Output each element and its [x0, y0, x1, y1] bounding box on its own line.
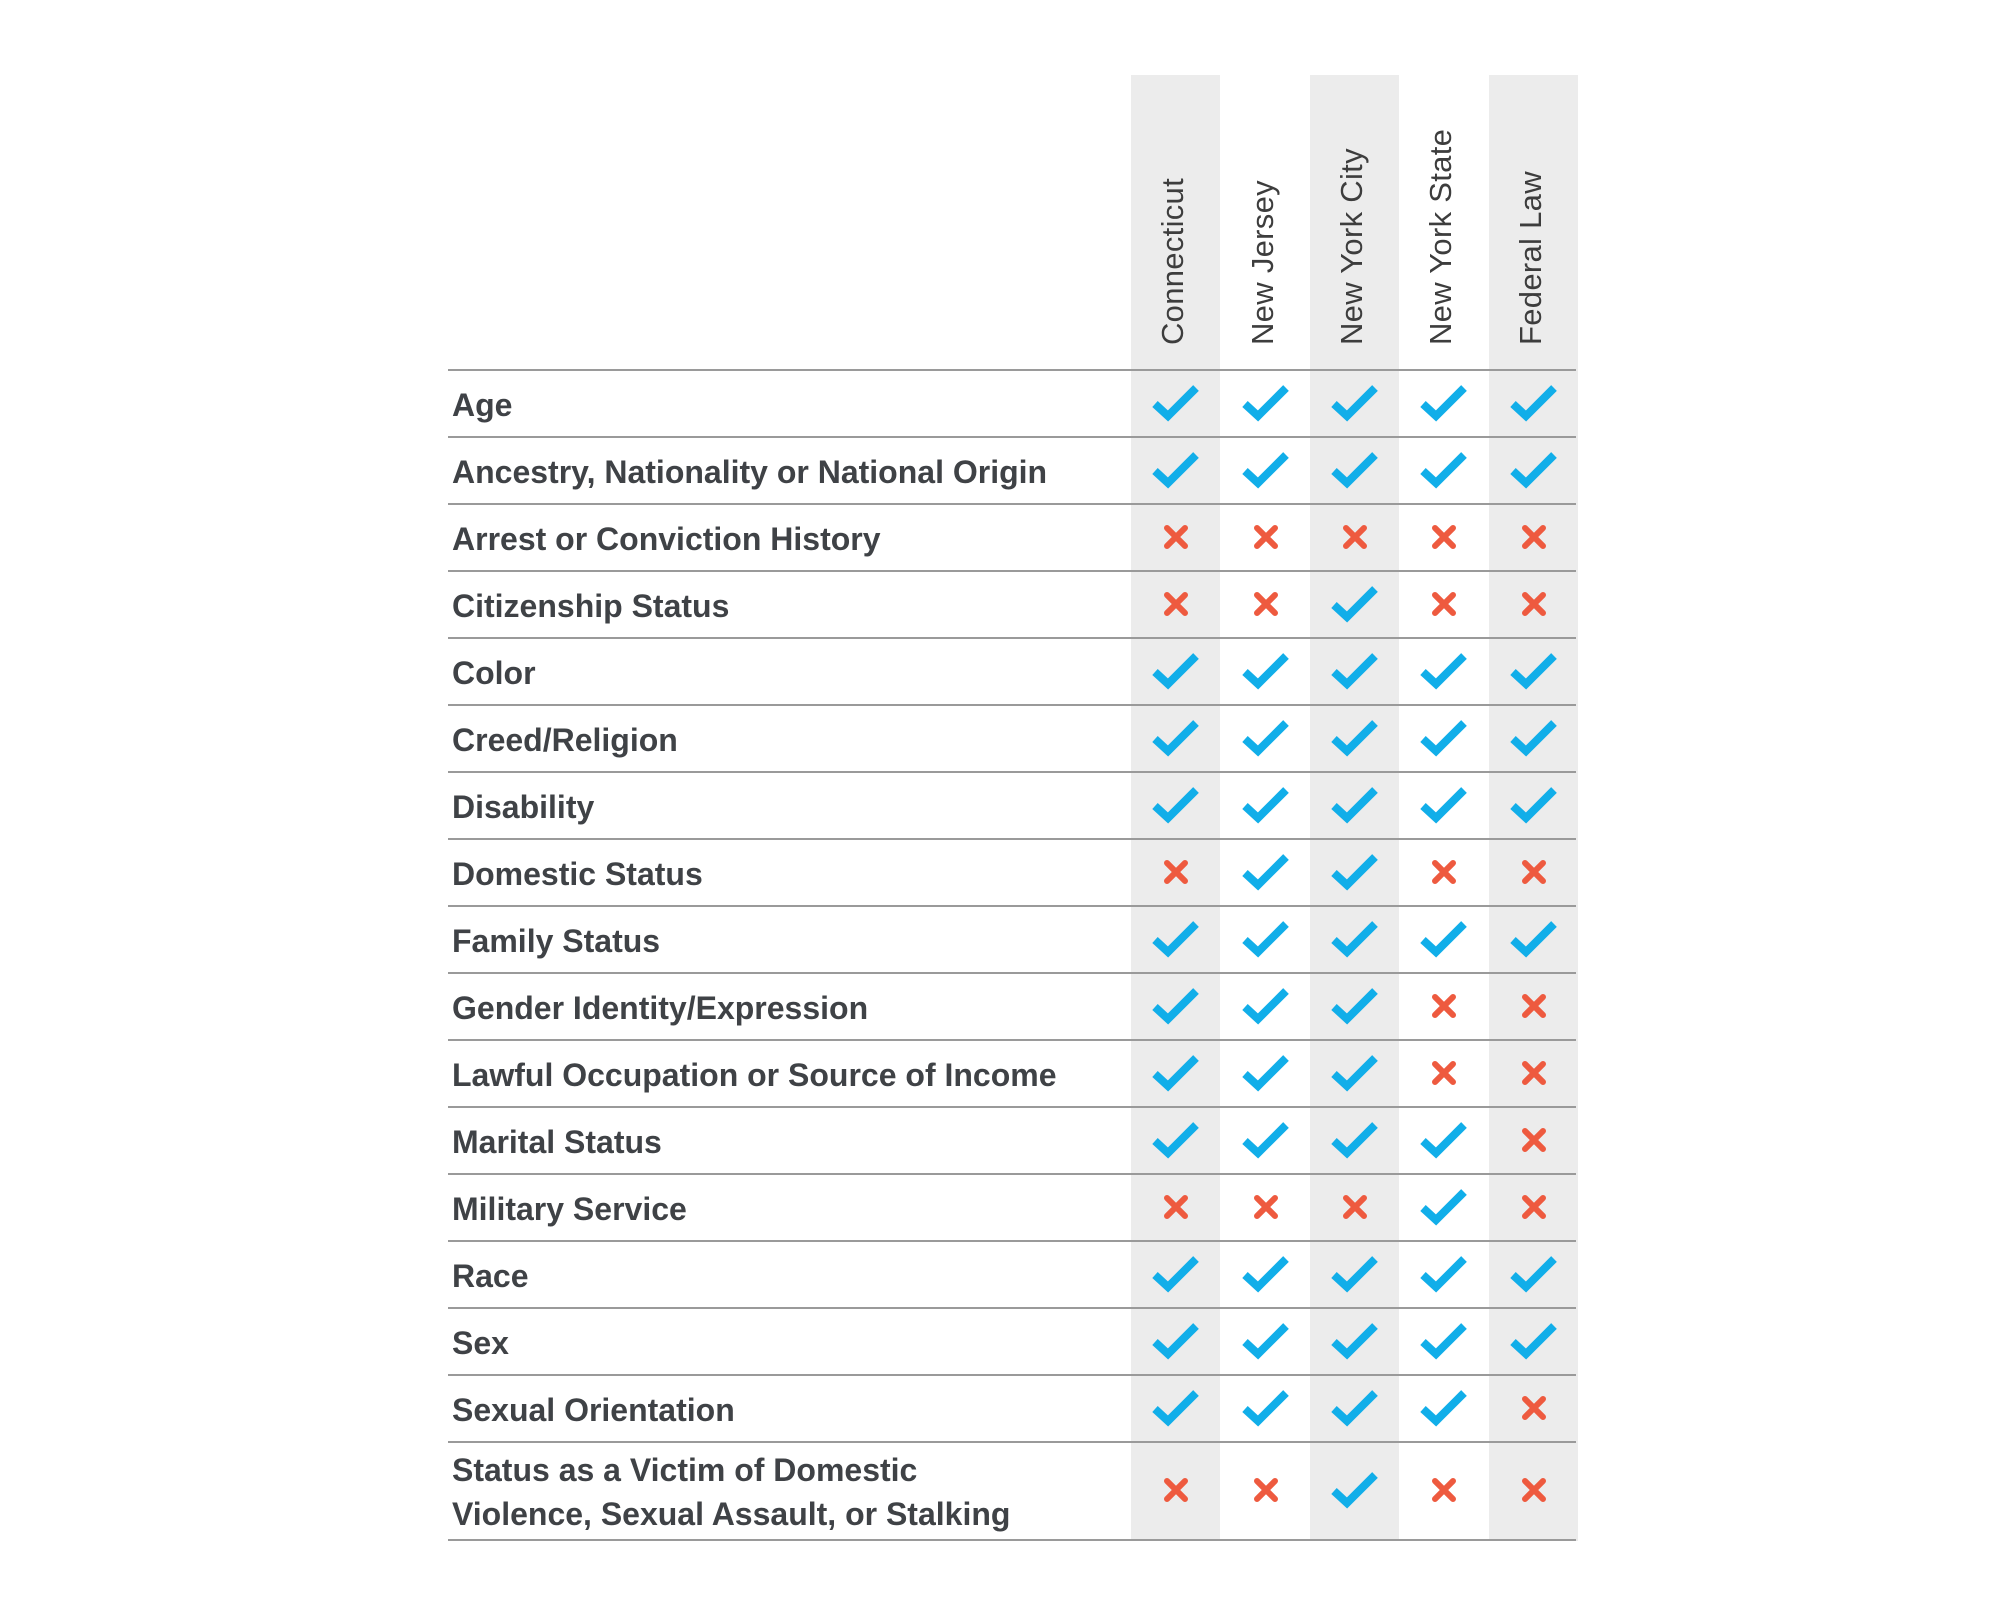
- checkmark-icon: [1330, 383, 1380, 423]
- row-label: Sexual Orientation: [452, 1391, 735, 1428]
- checkmark-icon: [1419, 651, 1469, 691]
- cell-mark: [1399, 905, 1488, 972]
- cell-mark: [1399, 1106, 1488, 1173]
- cell-mark: [1221, 503, 1310, 570]
- cell-mark: [1221, 1106, 1310, 1173]
- cell-mark: [1399, 771, 1488, 838]
- cell-mark: [1489, 1240, 1578, 1307]
- cell-mark: [1310, 503, 1399, 570]
- checkmark-icon: [1509, 1321, 1559, 1361]
- checkmark-icon: [1330, 450, 1380, 490]
- cell-mark: [1399, 838, 1488, 905]
- cell-mark: [1131, 771, 1220, 838]
- checkmark-icon: [1241, 383, 1291, 423]
- cell-mark: [1221, 1374, 1310, 1441]
- cross-icon: [1521, 1395, 1547, 1421]
- cell-mark: [1489, 503, 1578, 570]
- checkmark-icon: [1241, 1254, 1291, 1294]
- cell-mark: [1489, 1106, 1578, 1173]
- checkmark-icon: [1509, 785, 1559, 825]
- cross-icon: [1521, 1194, 1547, 1220]
- cell-mark: [1310, 369, 1399, 436]
- checkmark-icon: [1509, 919, 1559, 959]
- cell-mark: [1399, 704, 1488, 771]
- checkmark-icon: [1419, 785, 1469, 825]
- cell-mark: [1131, 637, 1220, 704]
- cell-mark: [1489, 972, 1578, 1039]
- checkmark-icon: [1330, 651, 1380, 691]
- cell-mark: [1310, 637, 1399, 704]
- cross-icon: [1342, 524, 1368, 550]
- row-label: Lawful Occupation or Source of Income: [452, 1056, 1057, 1093]
- cell-mark: [1131, 436, 1220, 503]
- cross-icon: [1431, 859, 1457, 885]
- cell-mark: [1221, 1240, 1310, 1307]
- checkmark-icon: [1330, 718, 1380, 758]
- cell-mark: [1399, 637, 1488, 704]
- row-label: Ancestry, Nationality or National Origin: [452, 453, 1048, 490]
- row-label: Sex: [452, 1324, 509, 1361]
- checkmark-icon: [1509, 383, 1559, 423]
- column-header: New York State: [1423, 128, 1458, 345]
- cell-mark: [1489, 436, 1578, 503]
- cell-mark: [1310, 1374, 1399, 1441]
- cell-mark: [1310, 704, 1399, 771]
- checkmark-icon: [1241, 651, 1291, 691]
- cell-mark: [1131, 1374, 1220, 1441]
- column-header: Connecticut: [1155, 177, 1190, 345]
- cell-mark: [1310, 1106, 1399, 1173]
- checkmark-icon: [1330, 1470, 1380, 1510]
- cell-mark: [1399, 1374, 1488, 1441]
- cross-icon: [1521, 993, 1547, 1019]
- checkmark-icon: [1151, 1388, 1201, 1428]
- cell-mark: [1399, 1307, 1488, 1374]
- cell-mark: [1131, 704, 1220, 771]
- checkmark-icon: [1151, 651, 1201, 691]
- cross-icon: [1163, 1477, 1189, 1503]
- checkmark-icon: [1330, 1388, 1380, 1428]
- row-label: Domestic Status: [452, 855, 703, 892]
- column-header: Federal Law: [1513, 171, 1548, 345]
- checkmark-icon: [1419, 383, 1469, 423]
- cross-icon: [1253, 1194, 1279, 1220]
- checkmark-icon: [1419, 1120, 1469, 1160]
- checkmark-icon: [1151, 1053, 1201, 1093]
- checkmark-icon: [1330, 785, 1380, 825]
- checkmark-icon: [1419, 450, 1469, 490]
- row-divider: [448, 1539, 1576, 1541]
- cell-mark: [1399, 369, 1488, 436]
- cross-icon: [1163, 859, 1189, 885]
- row-label: Military Service: [452, 1190, 687, 1227]
- checkmark-icon: [1151, 1321, 1201, 1361]
- cell-mark: [1399, 1039, 1488, 1106]
- cell-mark: [1221, 1307, 1310, 1374]
- row-label: Creed/Religion: [452, 721, 678, 758]
- cell-mark: [1221, 972, 1310, 1039]
- checkmark-icon: [1419, 1388, 1469, 1428]
- cell-mark: [1310, 570, 1399, 637]
- row-label: Marital Status: [452, 1123, 662, 1160]
- cross-icon: [1521, 1060, 1547, 1086]
- cell-mark: [1399, 570, 1488, 637]
- cell-mark: [1221, 570, 1310, 637]
- cross-icon: [1163, 591, 1189, 617]
- cell-mark: [1131, 1307, 1220, 1374]
- checkmark-icon: [1151, 1254, 1201, 1294]
- checkmark-icon: [1241, 718, 1291, 758]
- checkmark-icon: [1509, 718, 1559, 758]
- row-label: Citizenship Status: [452, 587, 730, 624]
- cell-mark: [1489, 1307, 1578, 1374]
- cell-mark: [1221, 905, 1310, 972]
- cell-mark: [1489, 704, 1578, 771]
- cell-mark: [1310, 771, 1399, 838]
- checkmark-icon: [1241, 919, 1291, 959]
- checkmark-icon: [1509, 1254, 1559, 1294]
- cell-mark: [1221, 1039, 1310, 1106]
- checkmark-icon: [1330, 1254, 1380, 1294]
- cross-icon: [1342, 1194, 1368, 1220]
- cell-mark: [1221, 637, 1310, 704]
- checkmark-icon: [1419, 919, 1469, 959]
- checkmark-icon: [1509, 450, 1559, 490]
- column-header: New York City: [1334, 148, 1369, 345]
- cell-mark: [1399, 1173, 1488, 1240]
- checkmark-icon: [1419, 1254, 1469, 1294]
- row-label: Gender Identity/Expression: [452, 989, 869, 1026]
- row-label: Arrest or Conviction History: [452, 520, 881, 557]
- cell-mark: [1131, 1441, 1220, 1539]
- checkmark-icon: [1241, 785, 1291, 825]
- cell-mark: [1221, 771, 1310, 838]
- cross-icon: [1521, 1477, 1547, 1503]
- cross-icon: [1253, 1477, 1279, 1503]
- cell-mark: [1310, 1307, 1399, 1374]
- cell-mark: [1489, 1374, 1578, 1441]
- cross-icon: [1431, 1477, 1457, 1503]
- cell-mark: [1131, 838, 1220, 905]
- cell-mark: [1221, 1441, 1310, 1539]
- cross-icon: [1253, 524, 1279, 550]
- cell-mark: [1399, 436, 1488, 503]
- cross-icon: [1431, 524, 1457, 550]
- cross-icon: [1521, 1127, 1547, 1153]
- cross-icon: [1431, 993, 1457, 1019]
- cell-mark: [1131, 1106, 1220, 1173]
- cross-icon: [1521, 591, 1547, 617]
- cell-mark: [1310, 436, 1399, 503]
- cell-mark: [1489, 570, 1578, 637]
- checkmark-icon: [1241, 1120, 1291, 1160]
- checkmark-icon: [1241, 1053, 1291, 1093]
- cell-mark: [1221, 1173, 1310, 1240]
- cell-mark: [1131, 972, 1220, 1039]
- row-label: Age: [452, 386, 513, 423]
- cell-mark: [1221, 436, 1310, 503]
- cell-mark: [1310, 972, 1399, 1039]
- row-label: Disability: [452, 788, 595, 825]
- cell-mark: [1399, 972, 1488, 1039]
- checkmark-icon: [1241, 1321, 1291, 1361]
- cell-mark: [1221, 369, 1310, 436]
- checkmark-icon: [1151, 785, 1201, 825]
- cross-icon: [1163, 1194, 1189, 1220]
- column-header: New Jersey: [1245, 180, 1280, 345]
- cross-icon: [1163, 524, 1189, 550]
- checkmark-icon: [1330, 1053, 1380, 1093]
- checkmark-icon: [1151, 450, 1201, 490]
- cell-mark: [1310, 1039, 1399, 1106]
- cell-mark: [1131, 1039, 1220, 1106]
- checkmark-icon: [1330, 986, 1380, 1026]
- cross-icon: [1521, 859, 1547, 885]
- checkmark-icon: [1509, 651, 1559, 691]
- cell-mark: [1131, 570, 1220, 637]
- cell-mark: [1489, 1441, 1578, 1539]
- row-label: Color: [452, 654, 536, 691]
- cell-mark: [1310, 905, 1399, 972]
- row-label: Status as a Victim of Domestic Violence, Sexual Assault, or Stalking: [452, 1452, 1011, 1532]
- checkmark-icon: [1330, 852, 1380, 892]
- cross-icon: [1431, 591, 1457, 617]
- checkmark-icon: [1241, 450, 1291, 490]
- cell-mark: [1489, 637, 1578, 704]
- checkmark-icon: [1241, 986, 1291, 1026]
- cell-mark: [1131, 905, 1220, 972]
- cross-icon: [1521, 524, 1547, 550]
- checkmark-icon: [1151, 919, 1201, 959]
- cell-mark: [1399, 1240, 1488, 1307]
- checkmark-icon: [1419, 1321, 1469, 1361]
- row-label: Race: [452, 1257, 529, 1294]
- cell-mark: [1489, 838, 1578, 905]
- checkmark-icon: [1151, 1120, 1201, 1160]
- cell-mark: [1310, 1173, 1399, 1240]
- cell-mark: [1221, 838, 1310, 905]
- cell-mark: [1310, 1441, 1399, 1539]
- cell-mark: [1489, 771, 1578, 838]
- cell-mark: [1489, 1039, 1578, 1106]
- cell-mark: [1131, 1173, 1220, 1240]
- cell-mark: [1489, 369, 1578, 436]
- checkmark-icon: [1151, 718, 1201, 758]
- cross-icon: [1431, 1060, 1457, 1086]
- cell-mark: [1131, 503, 1220, 570]
- checkmark-icon: [1330, 919, 1380, 959]
- cell-mark: [1310, 1240, 1399, 1307]
- checkmark-icon: [1330, 1120, 1380, 1160]
- cell-mark: [1489, 1173, 1578, 1240]
- cell-mark: [1399, 503, 1488, 570]
- cell-mark: [1221, 704, 1310, 771]
- checkmark-icon: [1419, 718, 1469, 758]
- cell-mark: [1131, 369, 1220, 436]
- checkmark-icon: [1151, 383, 1201, 423]
- checkmark-icon: [1151, 986, 1201, 1026]
- cell-mark: [1131, 1240, 1220, 1307]
- checkmark-icon: [1419, 1187, 1469, 1227]
- cell-mark: [1310, 838, 1399, 905]
- checkmark-icon: [1330, 1321, 1380, 1361]
- checkmark-icon: [1241, 852, 1291, 892]
- cell-mark: [1399, 1441, 1488, 1539]
- row-label: Family Status: [452, 922, 661, 959]
- checkmark-icon: [1330, 584, 1380, 624]
- cell-mark: [1489, 905, 1578, 972]
- cross-icon: [1253, 591, 1279, 617]
- checkmark-icon: [1241, 1388, 1291, 1428]
